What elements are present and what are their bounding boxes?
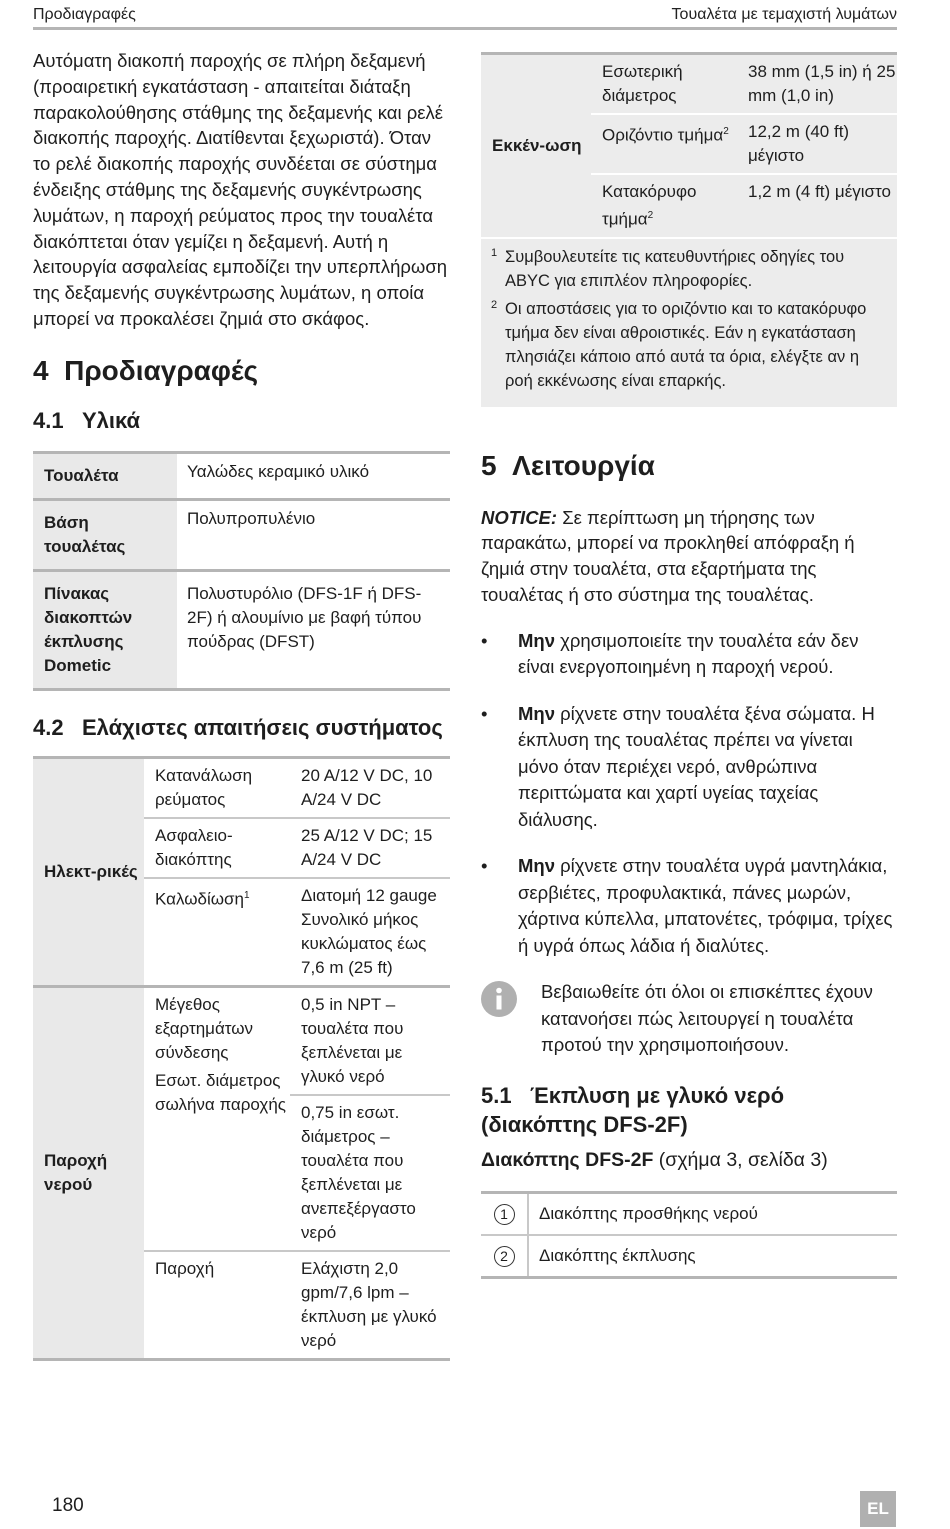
req-value: 25 A/12 V DC; 15 A/24 V DC xyxy=(290,818,450,878)
intro-paragraph: Αυτόματη διακοπή παροχής σε πλήρη δεξαμενή (προαιρετική εγκατάσταση - απαιτείται διάταξη παρακολούθησης στάθμης της δεξαμενής και ρελέ διακοπής παροχής. Διατίθενται ξεχωριστά). Όταν το ρελέ διακοπής παροχής συνδέεται σε σύστημα ένδειξης στάθμης της δεξαμενής συγκέντρωσης λυμάτων, η παροχή ρεύματος προς την τουαλέτα διακόπτεται όταν γεμίζει η δεξαμενή. Αυτή η λειτουργία ασφαλείας εμποδίζει την υπερπλήρωση της δεξαμενής συγκέντρωσης λυμάτων, η οποία μπορεί να προκαλέσει ζημιά στο σκάφος. xyxy=(33,50,448,329)
switch-number xyxy=(481,1192,528,1235)
req-group-electrical: Ηλεκτ-ρικές xyxy=(33,757,144,986)
material-name: Βάση τουαλέτας xyxy=(33,499,177,570)
drain-label-text: Οριζόντιο τμήμα xyxy=(602,125,724,145)
switch-table xyxy=(481,1191,897,1279)
table-row xyxy=(33,986,450,1095)
drain-label-text: Κατακόρυφο τμήμα xyxy=(602,182,697,229)
drain-label: Εσωτερική διάμετρος xyxy=(591,54,737,115)
footnote xyxy=(491,245,887,293)
footnote xyxy=(491,297,887,393)
drain-value: 38 mm (1,5 in) ή 25 mm (1,0 in) xyxy=(737,54,897,115)
bullet-bold: Μην xyxy=(518,629,555,651)
requirements-table xyxy=(33,756,450,1361)
warning-list xyxy=(481,628,897,960)
drain-label xyxy=(591,174,737,237)
switch-label: Διακόπτης έκπλυσης xyxy=(539,1245,696,1265)
footnote-text: Συμβουλευτείτε τις κατευθυντήριες οδηγίες του ABYC για επιπλέον πληροφορίες. xyxy=(505,247,845,290)
drain-label xyxy=(591,114,737,174)
req-label xyxy=(144,878,290,987)
footnote-ref: 2 xyxy=(723,126,729,137)
material-name: Τουαλέτα xyxy=(33,452,177,499)
list-item xyxy=(481,701,897,834)
section-5-number: 5 xyxy=(481,449,497,481)
notice-paragraph xyxy=(481,505,897,608)
section-4-1-heading xyxy=(33,406,450,435)
material-value: Υαλώδες κεραμικό υλικό xyxy=(187,461,370,481)
section-4-number: 4 xyxy=(33,354,49,386)
page-number: 180 xyxy=(52,1495,84,1516)
req-label: Ασφαλειο-διακόπτης xyxy=(144,818,290,878)
notice-text: Σε περίπτωση μη τήρησης των παρακάτω, μπορεί να προκληθεί απόφραξη ή ζημιά στην τουαλέτα, στα εξαρτήματα της τουαλέτας ή στο σύστημα της τουαλέτας. xyxy=(481,506,855,606)
req-label: Παροχή xyxy=(144,1251,290,1360)
section-4-heading xyxy=(33,354,450,388)
switch-label: Διακόπτης προσθήκης νερού xyxy=(528,1192,897,1235)
table-row xyxy=(33,757,450,818)
table-row xyxy=(481,54,897,115)
bullet: • xyxy=(481,702,488,724)
bullet-bold: Μην xyxy=(518,702,555,724)
table-row xyxy=(33,452,450,499)
notice-label: NOTICE: xyxy=(481,506,558,528)
section-5-title: Λειτουργία xyxy=(512,449,655,481)
header-right: Τουαλέτα με τεμαχιστή λυμάτων xyxy=(671,6,897,23)
right-column xyxy=(481,52,897,1279)
req-label-text: Καλωδίωση xyxy=(155,889,244,909)
drain-group: Εκκέν-ωση xyxy=(492,135,582,155)
section-4-title: Προδιαγραφές xyxy=(64,354,259,386)
bullet-text: χρησιμοποιείτε την τουαλέτα εάν δεν είναι ενεργοποιημένη η παροχή νερού. xyxy=(518,629,859,678)
section-4-2-heading xyxy=(33,713,450,742)
table-row xyxy=(481,1235,897,1278)
info-icon xyxy=(481,979,541,1059)
drain-value: 1,2 m (4 ft) μέγιστο xyxy=(748,182,891,201)
figure-reference xyxy=(481,1147,897,1173)
language-badge: EL xyxy=(860,1491,896,1527)
req-value: Διατομή 12 gauge Συνολικό μήκος κυκλώματος έως 7,6 m (25 ft) xyxy=(290,878,450,987)
switch-number xyxy=(481,1235,528,1278)
section-4-2-title: Ελάχιστες απαιτήσεις συστήματος xyxy=(81,714,443,740)
section-5-1-heading xyxy=(481,1081,897,1139)
footnote-ref: 2 xyxy=(647,210,654,221)
figure-ref-text: (σχήμα 3, σελίδα 3) xyxy=(653,1148,828,1171)
drain-value: 12,2 m (40 ft) μέγιστο xyxy=(737,114,897,174)
footnote-number: 1 xyxy=(491,246,498,259)
table-row xyxy=(481,1192,897,1235)
bullet-text: ρίχνετε στην τουαλέτα υγρά μαντηλάκια, σερβιέτες, προφυλακτικά, πάνες μωρών, χάρτινα κύπελλα, μπατονέτες, τρόφιμα, τρίχες ή υγρά όπως λάδια ή διαλύτες. xyxy=(518,855,893,956)
section-4-1-number: 4.1 xyxy=(33,407,64,433)
info-note xyxy=(481,979,897,1059)
req-value: Ελάχιστη 2,0 gpm/7,6 lpm – έκπλυση με γλυκό νερό xyxy=(301,1258,437,1350)
footnote-text: Οι αποστάσεις για το οριζόντιο και το κατακόρυφο τμήμα δεν είναι αθροιστικές. Εάν η εγκατάσταση πλησιάζει κάποιο από αυτά τα όρια, ελέγξτε αν η ροή εκκένωσης είναι επαρκής. xyxy=(505,299,867,390)
table-row xyxy=(33,499,450,570)
bullet-text: ρίχνετε στην τουαλέτα ξένα σώματα. Η έκπλυση της τουαλέτας πρέπει να γίνεται μόνο όταν περιέχει νερό, ανθρώπινα περιττώματα και χαρτί υγείας ταχείας διάλυσης. xyxy=(518,702,875,830)
req-value: 20 A/12 V DC, 10 A/24 V DC xyxy=(290,757,450,818)
section-5-1-title: Έκπλυση με γλυκό νερό (διακόπτης DFS-2F) xyxy=(481,1082,785,1137)
table-row xyxy=(33,570,450,689)
footnote-ref: 1 xyxy=(243,889,250,901)
material-value: Πολυπροπυλένιο xyxy=(187,508,316,528)
req-group-water: Παροχή νερού xyxy=(33,986,144,1359)
req-label: Κατανάλωση ρεύματος xyxy=(144,757,290,818)
drain-table xyxy=(481,52,897,237)
drain-footnotes xyxy=(481,237,897,407)
req-label-text: Εσωτ. διάμετρος σωλήνα παροχής xyxy=(155,1070,287,1114)
circled-number: 1 xyxy=(494,1204,515,1225)
footnote-number: 2 xyxy=(491,298,498,311)
section-5-heading xyxy=(481,449,897,483)
materials-table xyxy=(33,451,450,691)
section-5-1-number: 5.1 xyxy=(481,1082,512,1108)
section-4-2-number: 4.2 xyxy=(33,714,64,740)
figure-ref-bold: Διακόπτης DFS-2F xyxy=(481,1148,654,1171)
req-label xyxy=(144,986,290,1251)
list-item xyxy=(481,628,897,681)
bullet: • xyxy=(481,855,488,877)
material-name: Πίνακας διακοπτών έκπλυσης Dometic xyxy=(33,570,177,689)
running-header xyxy=(33,0,897,30)
info-text: Βεβαιωθείτε ότι όλοι οι επισκέπτες έχουν κατανοήσει πώς λειτουργεί η τουαλέτα προτού την χρησιμοποιήσουν. xyxy=(541,981,873,1056)
list-item xyxy=(481,853,897,959)
bullet: • xyxy=(481,629,488,651)
left-column xyxy=(33,48,450,1361)
header-left: Προδιαγραφές xyxy=(33,6,136,23)
circled-number: 2 xyxy=(494,1246,515,1267)
bullet-bold: Μην xyxy=(518,855,555,877)
req-label-text: Μέγεθος εξαρτημάτων σύνδεσης xyxy=(155,994,254,1062)
section-4-1-title: Υλικά xyxy=(81,407,141,433)
material-value: Πολυστυρόλιο (DFS-1F ή DFS-2F) ή αλουμίνιο με βαφή τύπου πούδρας (DFST) xyxy=(187,583,422,651)
req-value: 0,75 in εσωτ. διάμετρος – τουαλέτα που ξεπλένεται με ανεπεξέργαστο νερό xyxy=(290,1095,450,1251)
req-value: 0,5 in NPT – τουαλέτα που ξεπλένεται με γλυκό νερό xyxy=(290,986,450,1095)
